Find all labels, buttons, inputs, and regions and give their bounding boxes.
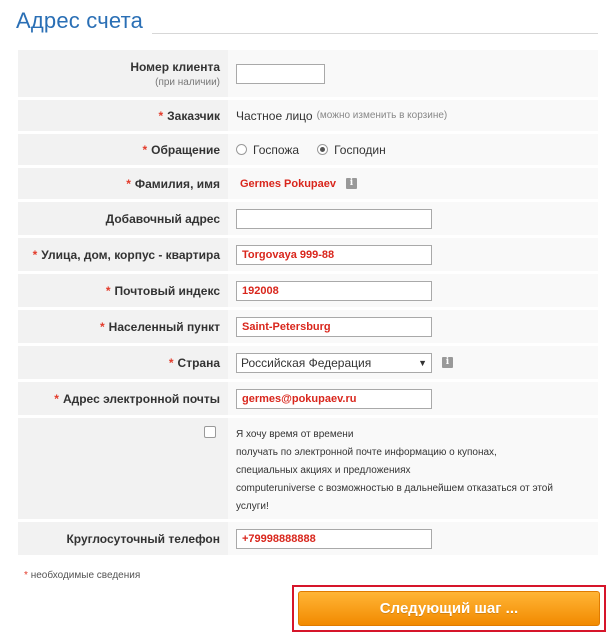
row-country (18, 346, 598, 380)
zip-label: Почтовый индекс (114, 283, 220, 298)
row-zip (18, 274, 598, 308)
footnote-text: необходимые сведения (30, 570, 141, 581)
page-title: Адрес счета (16, 8, 144, 33)
info-icon[interactable]: i (346, 178, 357, 189)
name-label: Фамилия, имя (134, 176, 220, 191)
customer-value: Частное лицо (236, 108, 313, 123)
title-divider (152, 33, 598, 34)
row-email (18, 382, 598, 416)
radio-mr[interactable] (317, 144, 328, 155)
newsletter-line: специальных акциях и предложениях (236, 465, 411, 476)
salutation-label: Обращение (151, 142, 220, 157)
extra-address-input[interactable] (236, 209, 432, 229)
email-value-cell (228, 382, 598, 415)
customer-number-label: Номер клиента (130, 59, 220, 74)
info-icon[interactable]: i (442, 357, 453, 368)
required-mark: * (158, 108, 164, 123)
city-label-cell (18, 310, 228, 343)
required-mark: * (126, 176, 131, 191)
customer-label-cell (18, 100, 228, 131)
customer-number-sublabel: (при наличии) (155, 76, 220, 88)
required-mark: * (24, 570, 28, 581)
city-input[interactable]: Saint-Petersburg (236, 317, 432, 337)
extra-address-label: Добавочный адрес (105, 211, 220, 226)
row-newsletter (18, 418, 598, 520)
email-label: Адрес электронной почты (62, 391, 220, 406)
country-value-cell (228, 346, 598, 379)
row-extra-address (18, 202, 598, 236)
required-mark: * (54, 391, 59, 406)
street-input[interactable]: Torgovaya 999-88 (236, 245, 432, 265)
phone-label-cell (18, 522, 228, 555)
newsletter-line: получать по электронной почте информацию о купонах, (236, 447, 497, 458)
phone-input[interactable]: +79998888888 (236, 529, 432, 549)
row-street (18, 238, 598, 272)
required-mark: * (168, 355, 174, 370)
row-salutation (18, 134, 598, 166)
radio-mrs-label[interactable]: Госпожа (253, 142, 300, 157)
phone-label: Круглосуточный телефон (66, 531, 220, 546)
billing-address-form (18, 50, 598, 558)
zip-value-cell (228, 274, 598, 307)
phone-value-cell (228, 522, 598, 555)
radio-mr-label[interactable]: Господин (334, 142, 386, 157)
extra-address-value-cell (228, 202, 598, 235)
radio-mrs[interactable] (236, 144, 247, 155)
zip-label-cell (18, 274, 228, 307)
row-phone (18, 522, 598, 556)
customer-label: Заказчик (167, 108, 220, 123)
street-value-cell (228, 238, 598, 271)
street-label: Улица, дом, корпус - квартира (41, 247, 220, 262)
newsletter-line: услуги! (236, 501, 269, 512)
street-label-cell (18, 238, 228, 271)
city-label: Населенный пункт (108, 319, 220, 334)
salutation-label-cell (18, 134, 228, 165)
customer-number-input[interactable] (236, 64, 325, 84)
name-value: Germes Pokupaev (240, 177, 336, 190)
required-mark: * (105, 283, 111, 298)
country-label: Страна (177, 355, 220, 370)
customer-number-label-cell (18, 50, 228, 97)
chevron-down-icon[interactable]: ▼ (418, 357, 427, 368)
required-footnote (24, 570, 140, 581)
name-label-cell (18, 168, 228, 199)
newsletter-line: Я хочу время от времени (236, 429, 354, 440)
newsletter-line: computeruniverse с возможностью в дальнейшем отказаться от этой (236, 483, 553, 494)
country-label-cell (18, 346, 228, 379)
next-step-button[interactable]: Следующий шаг ... (298, 591, 600, 626)
salutation-value-cell (228, 134, 598, 165)
customer-value-cell (228, 100, 598, 131)
extra-address-label-cell (18, 202, 228, 235)
email-input[interactable]: germes@pokupaev.ru (236, 389, 432, 409)
required-mark: * (142, 142, 148, 157)
country-select[interactable] (236, 353, 432, 373)
required-mark: * (32, 247, 38, 262)
email-label-cell (18, 382, 228, 415)
city-value-cell (228, 310, 598, 343)
newsletter-checkbox[interactable] (204, 426, 216, 438)
next-button-highlight (292, 585, 606, 632)
zip-input[interactable]: 192008 (236, 281, 432, 301)
row-customer-number (18, 50, 598, 98)
newsletter-checkbox-cell (18, 418, 228, 519)
newsletter-text (228, 418, 598, 519)
customer-number-value-cell (228, 50, 598, 97)
name-value-cell (228, 168, 598, 199)
row-city (18, 310, 598, 344)
customer-note: (можно изменить в корзине) (316, 110, 448, 121)
row-name (18, 168, 598, 200)
country-selected-value: Российская Федерация (241, 355, 372, 370)
row-customer (18, 100, 598, 132)
required-mark: * (99, 319, 105, 334)
